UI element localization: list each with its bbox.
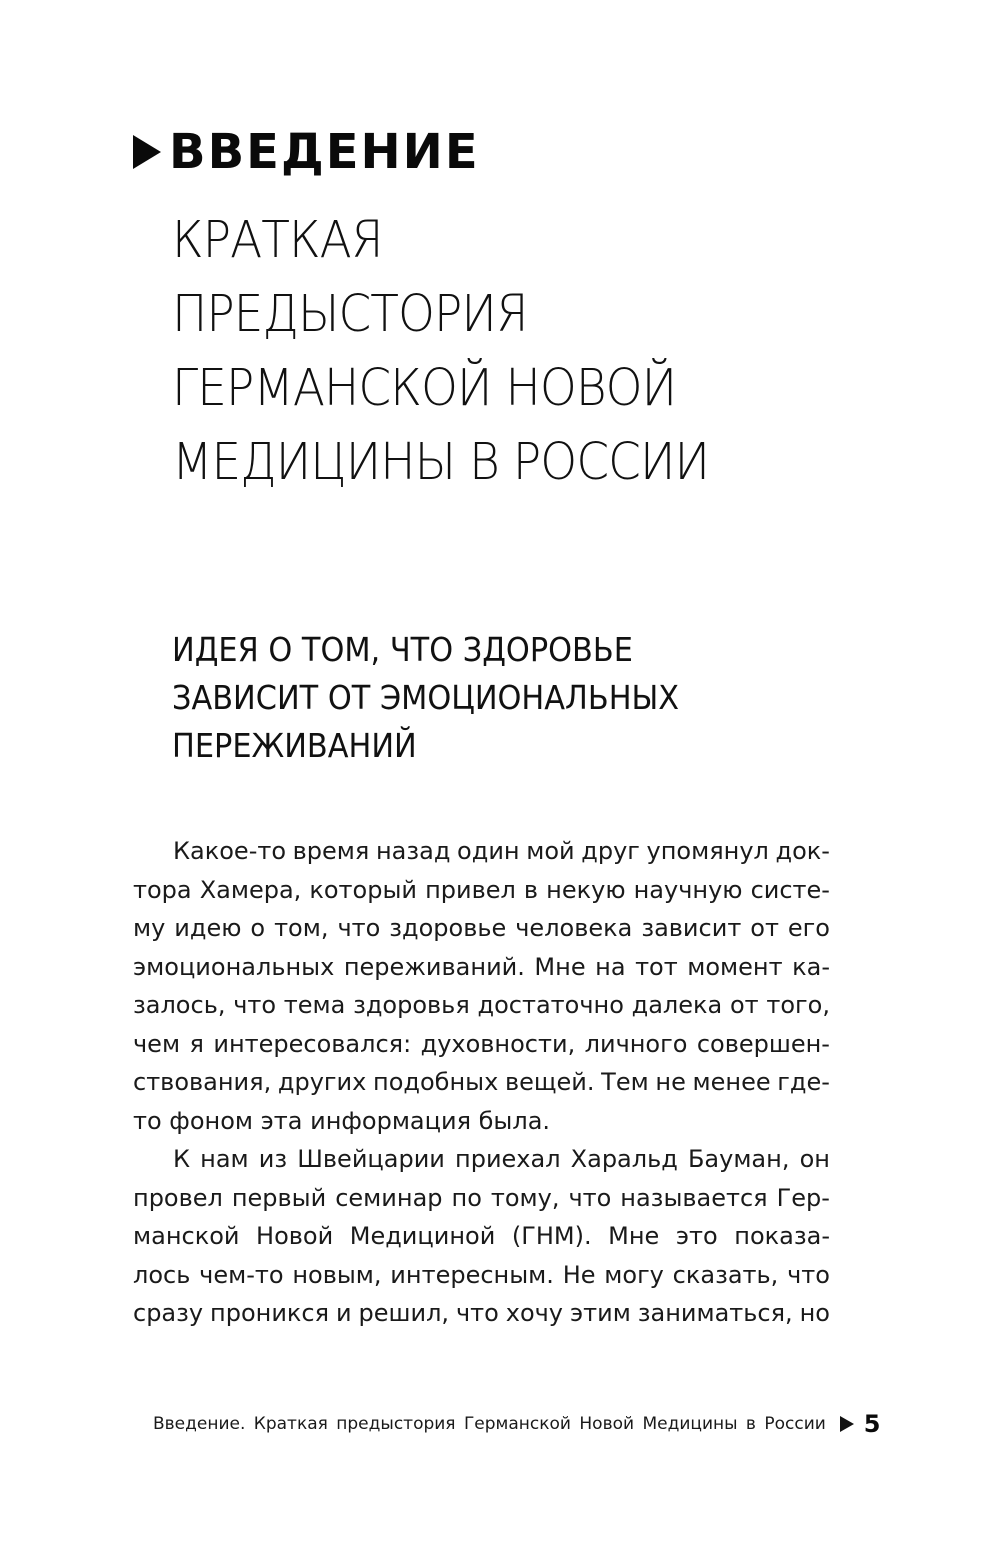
- chapter-title-line: МЕДИЦИНЫ В РОССИИ: [172, 433, 710, 492]
- triangle-marker-icon: [133, 135, 161, 169]
- chapter-title-line: ГЕРМАНСКОЙ НОВОЙ: [172, 359, 677, 418]
- chapter-label-text: ВВЕДЕНИЕ: [169, 124, 480, 180]
- paragraph-line: ствования, других подобных вещей. Тем не менее где-: [133, 1068, 830, 1096]
- paragraph-line: К нам из Швейцарии приехал Харальд Бауман, он: [173, 1145, 830, 1173]
- paragraph-line: лось чем-то новым, интересным. Не могу сказать, что: [133, 1260, 830, 1289]
- section-title-line: ИДЕЯ О ТОМ, ЧТО ЗДОРОВЬЕ: [172, 630, 633, 669]
- paragraph-line: чем я интересовался: духовности, личного совершен-: [133, 1029, 830, 1058]
- paragraph-line: эмоциональных переживаний. Мне на тот момент ка-: [133, 952, 830, 981]
- paragraph-line: тора Хамера, который привел в некую научную систе-: [133, 875, 830, 904]
- paragraph-line: му идею о том, что здоровье человека зависит от его: [133, 914, 830, 942]
- paragraph-line: провел первый семинар по тому, что называется Гер-: [133, 1183, 830, 1212]
- triangle-marker-icon: [840, 1416, 854, 1432]
- paragraph-line: манской Новой Медициной (ГНМ). Мне это показа-: [133, 1222, 830, 1250]
- page-footer: [153, 1410, 881, 1438]
- paragraph-line: сразу проникся и решил, что хочу этим заниматься, но: [133, 1299, 830, 1327]
- paragraph-line: Какое-то время назад один мой друг упомянул док-: [173, 837, 830, 865]
- chapter-title-line: КРАТКАЯ: [172, 211, 383, 270]
- chapter-label: [133, 122, 480, 182]
- chapter-title: [172, 204, 872, 500]
- section-title-line: ПЕРЕЖИВАНИЙ: [172, 726, 417, 765]
- chapter-title-line: ПРЕДЫСТОРИЯ: [172, 285, 528, 344]
- paragraph-line: залось, что тема здоровья достаточно далека от того,: [133, 991, 830, 1019]
- paragraph-line: то фоном эта информация была.: [133, 1106, 551, 1135]
- page-number: 5: [863, 1410, 881, 1438]
- section-title: [172, 626, 872, 770]
- section-title-line: ЗАВИСИТ ОТ ЭМОЦИОНАЛЬНЫХ: [172, 678, 680, 717]
- body-text: [133, 832, 830, 1333]
- running-head: Введение. Краткая предыстория Германской Новой Медицины в России: [153, 1414, 826, 1434]
